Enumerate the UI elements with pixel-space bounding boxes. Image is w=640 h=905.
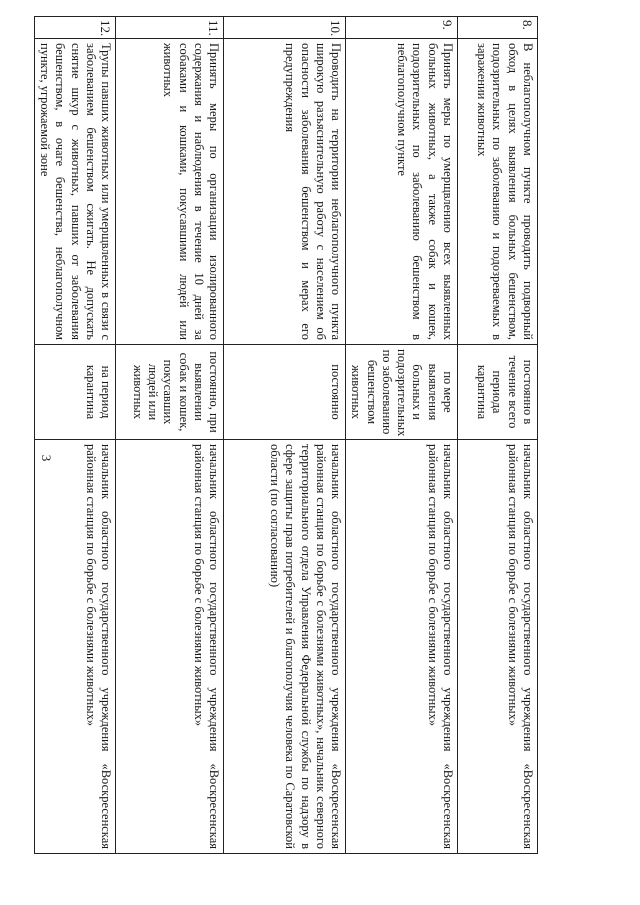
row-number: 8. xyxy=(457,16,537,38)
term-cell: постоянно xyxy=(223,344,345,439)
measures-table xyxy=(34,16,538,854)
row-number: 9. xyxy=(345,16,457,38)
term-cell: на период карантина xyxy=(34,344,115,439)
measures-table-container xyxy=(37,16,538,853)
term-cell: по мере выявления больных и подозрительных по заболеванию бешенством животных xyxy=(345,344,457,439)
measure-cell: Трупы павших животных или умерщвленных в связи с заболеванием бешенством сжигать. Не допускать снятие шкур с животных, павших от заболевания бешенством, в очаге бешенства, неблагополучном пункте, угрожаемой зоне xyxy=(34,38,115,344)
responsible-cell: начальник областного государственного учреждения «Воскресенская районная станция по борьбе с болезнями животных» xyxy=(345,439,457,853)
measure-cell: Проводить на территории неблагополучного пункта широкую разъяснительную работу с населением об опасности заболевания бешенством и мерах его предупреждения xyxy=(223,38,345,344)
page-number: 3 xyxy=(39,454,54,462)
term-cell: постоянно в течение всего периода карантина xyxy=(457,344,537,439)
responsible-cell: начальник областного государственного учреждения «Воскресенская районная станция по борьбе с болезнями животных», начальник северного территориального отдела Управления Федеральной службы по надзору в сфере защиты прав потребителей и благополучия человека по Саратовской области (по согласованию) xyxy=(223,439,345,853)
responsible-cell: начальник областного государственного учреждения «Воскресенская районная станция по борьбе с болезнями животных» xyxy=(34,439,115,853)
measure-cell: В неблагополучном пункте проводить подворный обход в целях выявления больных бешенством, подозрительных по заболеванию и подозреваемых в заражении животных xyxy=(457,38,537,344)
measure-cell: Принять меры по организации изолированного содержания и наблюдения в течение 10 дней за собаками и кошками, покусавшими людей или животных xyxy=(115,38,223,344)
table-row xyxy=(223,16,345,853)
table-row xyxy=(345,16,457,853)
responsible-cell: начальник областного государственного учреждения «Воскресенская районная станция по борьбе с болезнями животных» xyxy=(115,439,223,853)
term-cell: постоянно, при выявлении собак и кошек, покусавших людей или животных xyxy=(115,344,223,439)
responsible-cell: начальник областного государственного учреждения «Воскресенская районная станция по борьбе с болезнями животных» xyxy=(457,439,537,853)
table-row xyxy=(457,16,537,853)
table-row xyxy=(115,16,223,853)
table-row xyxy=(34,16,115,853)
row-number: 10. xyxy=(223,16,345,38)
measure-cell: Принять меры по умерщвлению всех выявленных больных животных, а также собак и кошек, подозрительных по заболеванию бешенством в неблагополучном пункте xyxy=(345,38,457,344)
row-number: 12. xyxy=(34,16,115,38)
row-number: 11. xyxy=(115,16,223,38)
